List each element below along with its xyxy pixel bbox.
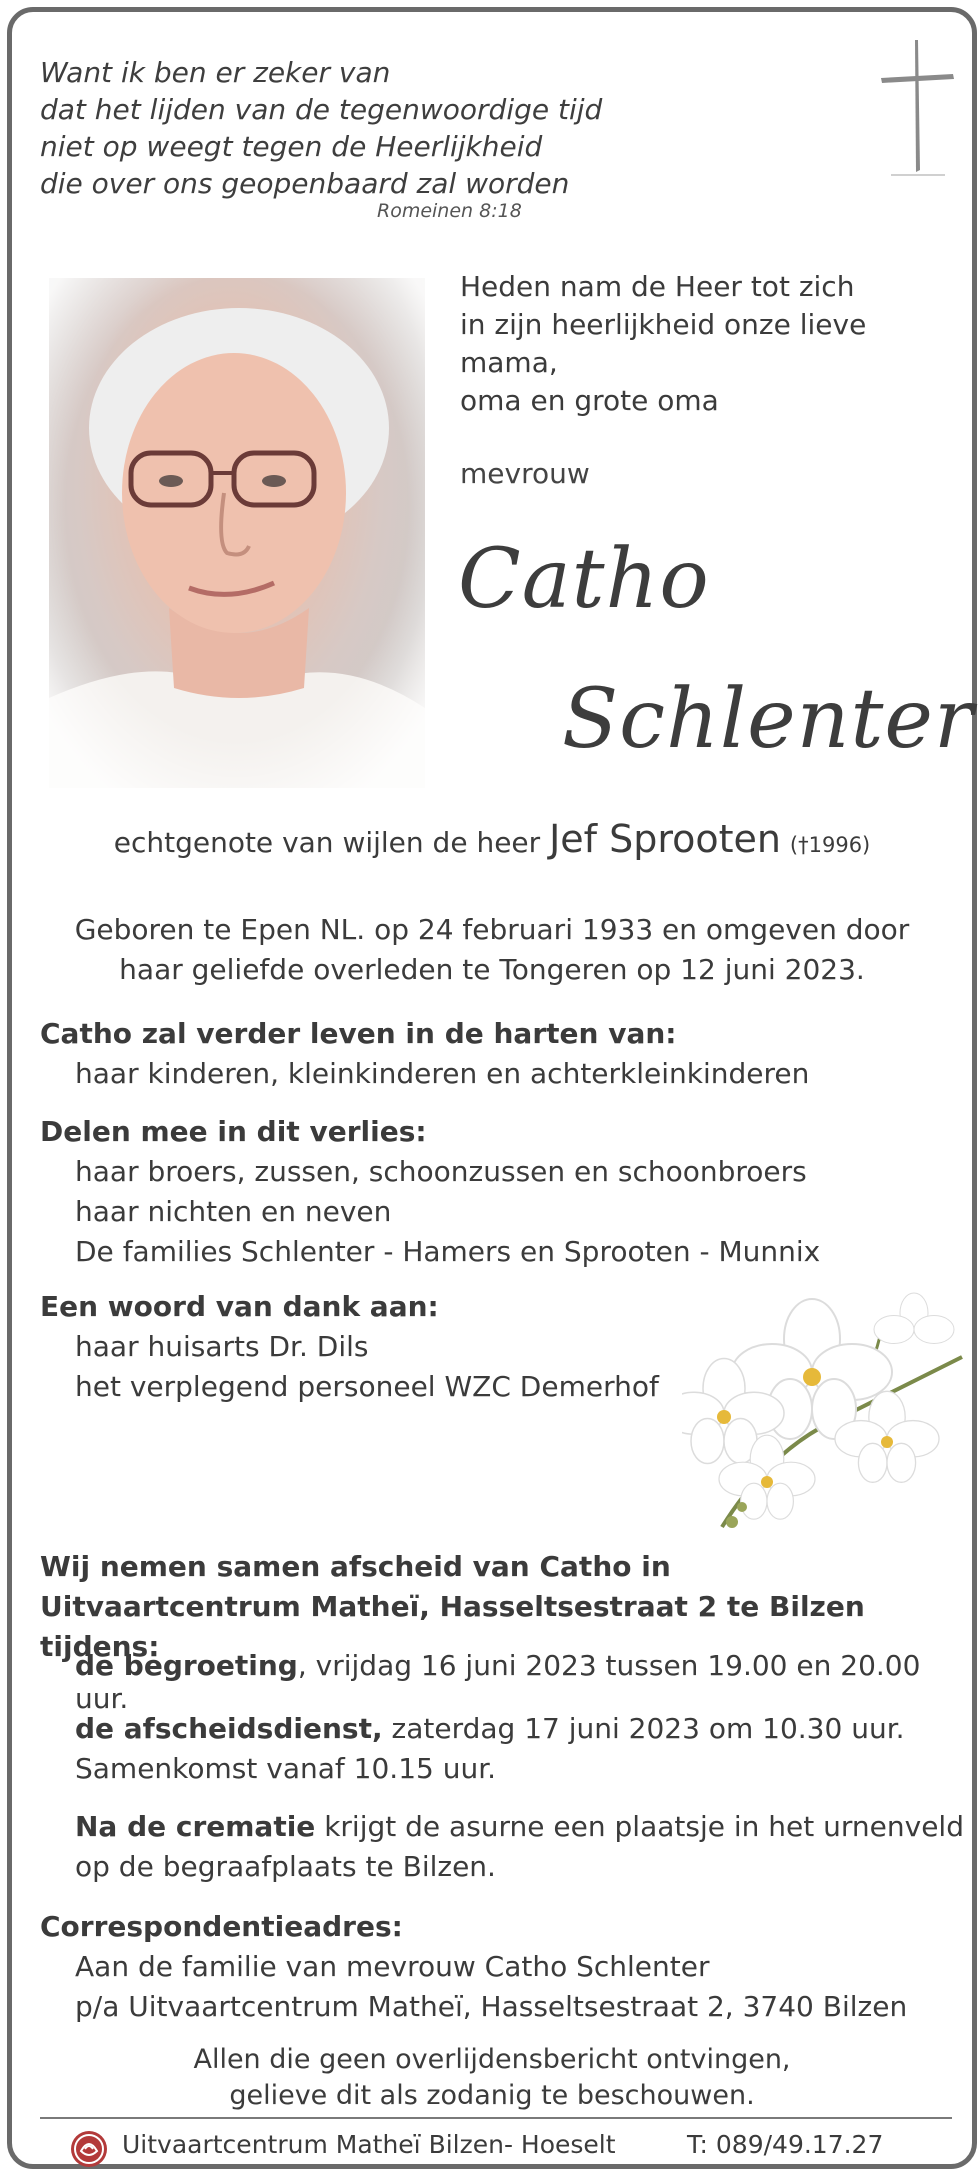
section-thanks bbox=[40, 1287, 659, 1407]
quote-line: Want ik ben er zeker van bbox=[40, 56, 391, 89]
closing-line: gelieve dit als zodanig te beschouwen. bbox=[229, 2080, 755, 2111]
section-line: haar huisarts Dr. Dils bbox=[75, 1330, 369, 1363]
service-bold: de afscheidsdienst, bbox=[75, 1712, 383, 1745]
section-share-loss bbox=[40, 1112, 820, 1272]
correspondence-address bbox=[40, 1907, 907, 2027]
cremation-line2: op de begraafplaats te Bilzen. bbox=[75, 1850, 496, 1883]
address-line: Aan de familie van mevrouw Catho Schlenter bbox=[75, 1950, 710, 1983]
section-line: haar broers, zussen, schoonzussen en schoonbroers bbox=[75, 1155, 807, 1188]
footer-phone: T: 089/49.17.27 bbox=[687, 2130, 884, 2159]
cremation-text: krijgt de asurne een plaatsje in het urnenveld bbox=[315, 1810, 964, 1843]
section-heading: Correspondentieadres: bbox=[40, 1910, 403, 1943]
farewell-heading-line: Wij nemen samen afscheid van Catho in bbox=[40, 1550, 671, 1583]
intro-line: oma en grote oma bbox=[460, 384, 719, 417]
spouse-death-year: (†1996) bbox=[789, 833, 871, 857]
closing-note bbox=[12, 2042, 972, 2114]
cross-icon bbox=[877, 38, 957, 178]
spouse-line bbox=[12, 817, 972, 861]
cremation-bold: Na de crematie bbox=[75, 1810, 316, 1843]
spouse-name: Jef Sprooten bbox=[549, 817, 782, 861]
intro-line: Heden nam de Heer tot zich bbox=[460, 270, 855, 303]
intro-text bbox=[460, 268, 972, 420]
address-line: p/a Uitvaartcentrum Matheï, Hasseltsestraat 2, 3740 Bilzen bbox=[75, 1990, 908, 2023]
bible-quote bbox=[40, 54, 602, 202]
section-line: haar kinderen, kleinkinderen en achterkleinkinderen bbox=[75, 1057, 810, 1090]
closing-line: Allen die geen overlijdensbericht ontvingen, bbox=[193, 2044, 791, 2075]
service-block bbox=[75, 1709, 905, 1789]
obituary-card bbox=[7, 7, 977, 2169]
intro-line: in zijn heerlijkheid onze lieve mama, bbox=[460, 308, 867, 379]
section-line: het verplegend personeel WZC Demerhof bbox=[75, 1370, 659, 1403]
visitation-text: , vrijdag 16 juni 2023 tussen 19.00 en 20.00 uur. bbox=[75, 1649, 921, 1715]
quote-line: die over ons geopenbaard zal worden bbox=[40, 167, 570, 200]
footer-divider bbox=[40, 2117, 952, 2119]
section-heading: Delen mee in dit verlies: bbox=[40, 1115, 427, 1148]
quote-line: dat het lijden van de tegenwoordige tijd bbox=[40, 93, 603, 126]
born-line: Geboren te Epen NL. op 24 februari 1933 en omgeven door bbox=[74, 913, 910, 946]
birth-death-details bbox=[12, 910, 972, 990]
cremation-block bbox=[75, 1807, 964, 1887]
portrait-photo bbox=[49, 278, 425, 788]
section-line: haar nichten en neven bbox=[75, 1195, 392, 1228]
quote-line: niet op weegt tegen de Heerlijkheid bbox=[40, 130, 543, 163]
deceased-last-name: Schlenter bbox=[562, 672, 975, 767]
spouse-prefix: echtgenote van wijlen de heer bbox=[113, 826, 541, 859]
service-line2: Samenkomst vanaf 10.15 uur. bbox=[75, 1752, 497, 1785]
section-line: De families Schlenter - Hamers en Sprooten - Munnix bbox=[75, 1235, 821, 1268]
section-live-on bbox=[40, 1014, 809, 1094]
title-mevrouw: mevrouw bbox=[460, 457, 590, 490]
born-line: haar geliefde overleden te Tongeren op 12 juni 2023. bbox=[119, 953, 865, 986]
visitation-line bbox=[75, 1649, 972, 1715]
quote-reference: Romeinen 8:18 bbox=[377, 200, 522, 222]
section-heading: Een woord van dank aan: bbox=[40, 1290, 439, 1323]
rose-logo-icon bbox=[69, 2129, 109, 2169]
visitation-bold: de begroeting bbox=[75, 1649, 298, 1682]
portrait-illustration bbox=[49, 278, 425, 788]
farewell-heading-line: Uitvaartcentrum Matheï, Hasseltsestraat 2 te Bilzen tijdens: bbox=[40, 1590, 865, 1663]
deceased-first-name: Catho bbox=[458, 532, 710, 627]
service-text: zaterdag 17 juni 2023 om 10.30 uur. bbox=[382, 1712, 905, 1745]
orchid-flower bbox=[682, 1267, 980, 1547]
footer-company: Uitvaartcentrum Matheï Bilzen- Hoeselt bbox=[122, 2130, 616, 2159]
section-heading: Catho zal verder leven in de harten van: bbox=[40, 1017, 677, 1050]
